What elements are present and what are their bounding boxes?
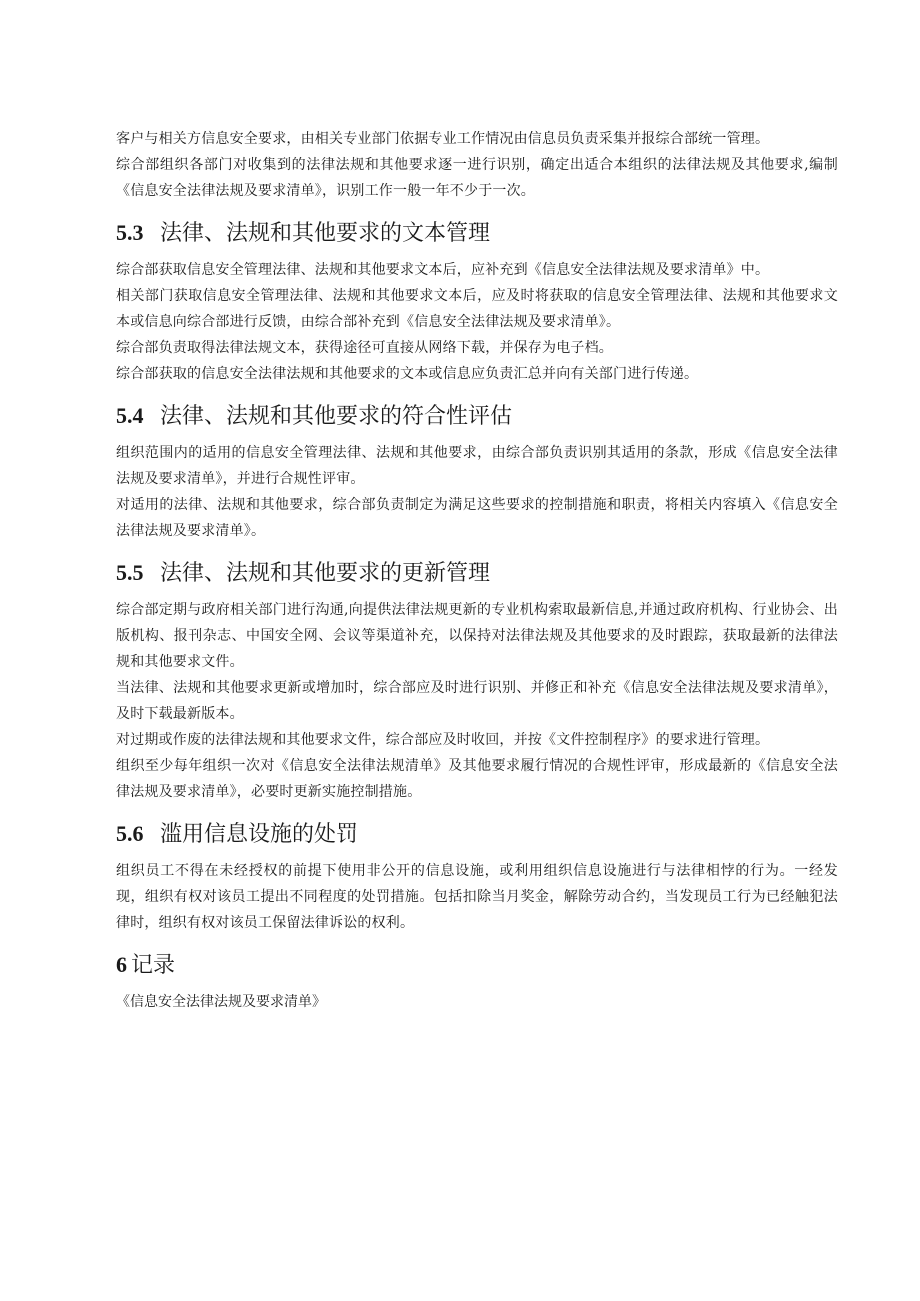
document-page [116,126,838,1015]
section-paragraph: 当法律、法规和其他要求更新或增加时，综合部应及时进行识别、并修正和补充《信息安全法律法规及要求清单》，及时下载最新版本。 [116,680,838,722]
section-paragraph: 组织范围内的适用的信息安全管理法律、法规和其他要求，由综合部负责识别其适用的条款，形成《信息安全法律法规及要求清单》，并进行合规性评审。 [116,445,838,487]
section-paragraph: 组织至少每年组织一次对《信息安全法律法规清单》及其他要求履行情况的合规性评审，形成最新的《信息安全法律法规及要求清单》，必要时更新实施控制措施。 [116,758,838,800]
section-heading [116,217,838,250]
section-paragraph: 综合部获取信息安全管理法律、法规和其他要求文本后，应补充到《信息安全法律法规及要求清单》中。 [116,262,770,278]
section-5-6 [116,818,838,936]
section-number: 5.4 [116,403,144,428]
intro-block [116,126,838,204]
record-item: 《信息安全法律法规及要求清单》 [116,994,326,1010]
section-number: 6 [116,952,127,977]
section-5-4 [116,400,838,544]
section-heading [116,949,838,982]
section-title: 法律、法规和其他要求的符合性评估 [160,404,513,429]
intro-paragraph-2: 综合部组织各部门对收集到的法律法规和其他要求逐一进行识别，确定出适合本组织的法律法规及其他要求,编制《信息安全法律法规及要求清单》，识别工作一般一年不少于一次。 [116,157,838,199]
section-paragraph: 综合部定期与政府相关部门进行沟通,向提供法律法规更新的专业机构索取最新信息,并通过政府机构、行业协会、出版机构、报刊杂志、中国安全网、会议等渠道补充，以保持对法律法规及其他要求的及时跟踪，获取最新的法律法规和其他要求文件。 [116,602,838,670]
section-paragraph: 组织员工不得在未经授权的前提下使用非公开的信息设施，或利用组织信息设施进行与法律相悖的行为。一经发现，组织有权对该员工提出不同程度的处罚措施。包括扣除当月奖金，解除劳动合约，当发现员工行为已经触犯法律时，组织有权对该员工保留法律诉讼的权利。 [116,863,838,931]
section-paragraph: 对适用的法律、法规和其他要求，综合部负责制定为满足这些要求的控制措施和职责，将相关内容填入《信息安全法律法规及要求清单》。 [116,497,838,539]
section-number: 5.5 [116,560,144,585]
section-paragraph: 综合部负责取得法律法规文本，获得途径可直接从网络下载，并保存为电子档。 [116,340,613,356]
section-paragraph: 对过期或作废的法律法规和其他要求文件，综合部应及时收回，并按《文件控制程序》的要求进行管理。 [116,732,770,748]
intro-paragraph-1: 客户与相关方信息安全要求，由相关专业部门依据专业工作情况由信息员负责采集并报综合部统一管理。 [116,131,770,147]
section-title: 法律、法规和其他要求的文本管理 [160,221,491,246]
section-paragraph: 相关部门获取信息安全管理法律、法规和其他要求文本后，应及时将获取的信息安全管理法律、法规和其他要求文本或信息向综合部进行反馈，由综合部补充到《信息安全法律法规及要求清单》。 [116,288,838,330]
section-title: 法律、法规和其他要求的更新管理 [160,561,491,586]
section-title: 滥用信息设施的处罚 [160,822,359,847]
section-paragraph: 综合部获取的信息安全法律法规和其他要求的文本或信息应负责汇总并向有关部门进行传递。 [116,366,699,382]
section-number: 5.6 [116,821,144,846]
section-heading [116,818,838,851]
section-heading [116,400,838,433]
section-5-3 [116,217,838,387]
section-title: 记录 [131,953,176,978]
section-heading [116,557,838,590]
section-number: 5.3 [116,220,144,245]
section-6-records [116,949,838,1015]
section-5-5 [116,557,838,805]
